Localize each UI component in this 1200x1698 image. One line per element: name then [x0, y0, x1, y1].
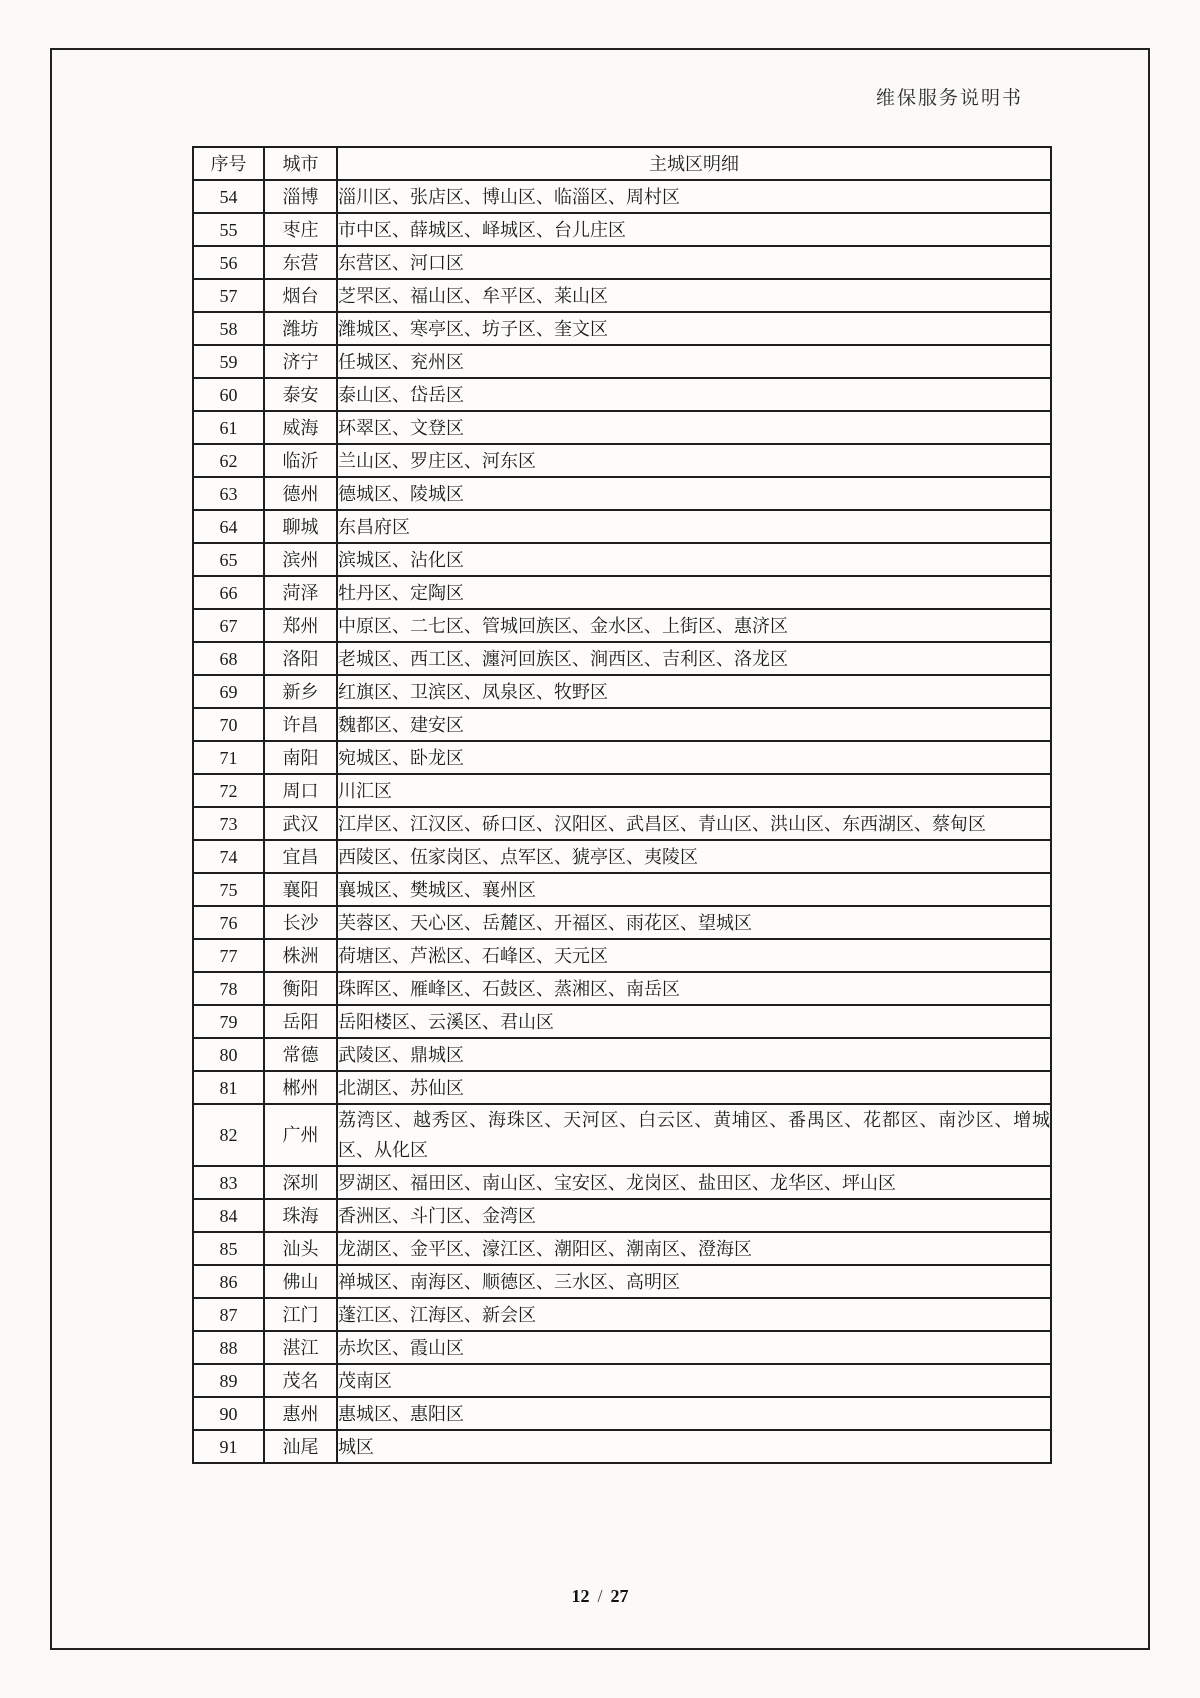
table-row — [193, 939, 1051, 972]
cell-serial-number: 85 — [193, 1232, 264, 1265]
table-row — [193, 279, 1051, 312]
table-row — [193, 741, 1051, 774]
table-row — [193, 1265, 1051, 1298]
cell-serial-number: 55 — [193, 213, 264, 246]
cell-districts-list: 禅城区、南海区、顺德区、三水区、高明区 — [337, 1265, 1051, 1298]
page-number-separator: / — [597, 1586, 603, 1606]
cell-districts-list: 龙湖区、金平区、濠江区、潮阳区、潮南区、澄海区 — [337, 1232, 1051, 1265]
cell-city-name: 滨州 — [264, 543, 337, 576]
cell-serial-number: 64 — [193, 510, 264, 543]
cell-serial-number: 61 — [193, 411, 264, 444]
table-row — [193, 477, 1051, 510]
table-row — [193, 675, 1051, 708]
cell-city-name: 常德 — [264, 1038, 337, 1071]
table-row — [193, 1038, 1051, 1071]
cell-serial-number: 60 — [193, 378, 264, 411]
cell-city-name: 临沂 — [264, 444, 337, 477]
table-row — [193, 411, 1051, 444]
cell-serial-number: 82 — [193, 1104, 264, 1166]
cell-city-name: 广州 — [264, 1104, 337, 1166]
table-row — [193, 840, 1051, 873]
cell-city-name: 南阳 — [264, 741, 337, 774]
cell-districts-list: 环翠区、文登区 — [337, 411, 1051, 444]
cell-serial-number: 76 — [193, 906, 264, 939]
cell-districts-list: 东昌府区 — [337, 510, 1051, 543]
table-row — [193, 1331, 1051, 1364]
cell-serial-number: 78 — [193, 972, 264, 1005]
cell-serial-number: 69 — [193, 675, 264, 708]
cell-serial-number: 62 — [193, 444, 264, 477]
cell-city-name: 江门 — [264, 1298, 337, 1331]
cell-districts-list: 武陵区、鼎城区 — [337, 1038, 1051, 1071]
cell-city-name: 汕尾 — [264, 1430, 337, 1463]
table-row — [193, 708, 1051, 741]
cell-districts-list: 蓬江区、江海区、新会区 — [337, 1298, 1051, 1331]
table-row — [193, 246, 1051, 279]
cell-serial-number: 75 — [193, 873, 264, 906]
cell-districts-list: 北湖区、苏仙区 — [337, 1071, 1051, 1104]
cell-city-name: 周口 — [264, 774, 337, 807]
cell-districts-list: 老城区、西工区、瀍河回族区、涧西区、吉利区、洛龙区 — [337, 642, 1051, 675]
cell-city-name: 宜昌 — [264, 840, 337, 873]
cell-city-name: 烟台 — [264, 279, 337, 312]
cell-districts-list: 中原区、二七区、管城回族区、金水区、上街区、惠济区 — [337, 609, 1051, 642]
cell-districts-list: 东营区、河口区 — [337, 246, 1051, 279]
cell-districts-list: 芝罘区、福山区、牟平区、莱山区 — [337, 279, 1051, 312]
cell-city-name: 珠海 — [264, 1199, 337, 1232]
cell-serial-number: 73 — [193, 807, 264, 840]
cell-serial-number: 70 — [193, 708, 264, 741]
cell-city-name: 长沙 — [264, 906, 337, 939]
cell-city-name: 岳阳 — [264, 1005, 337, 1038]
cell-districts-list: 西陵区、伍家岗区、点军区、猇亭区、夷陵区 — [337, 840, 1051, 873]
cell-districts-list: 宛城区、卧龙区 — [337, 741, 1051, 774]
cell-city-name: 淄博 — [264, 180, 337, 213]
cell-serial-number: 83 — [193, 1166, 264, 1199]
districts-table — [192, 146, 1052, 1464]
cell-city-name: 德州 — [264, 477, 337, 510]
cell-city-name: 汕头 — [264, 1232, 337, 1265]
cell-city-name: 泰安 — [264, 378, 337, 411]
cell-districts-list: 城区 — [337, 1430, 1051, 1463]
cell-districts-list: 潍城区、寒亭区、坊子区、奎文区 — [337, 312, 1051, 345]
table-row — [193, 1298, 1051, 1331]
total-page-count: 27 — [610, 1586, 629, 1606]
cell-serial-number: 58 — [193, 312, 264, 345]
table-row — [193, 378, 1051, 411]
cell-serial-number: 65 — [193, 543, 264, 576]
cell-districts-list: 罗湖区、福田区、南山区、宝安区、龙岗区、盐田区、龙华区、坪山区 — [337, 1166, 1051, 1199]
table-row — [193, 345, 1051, 378]
table-row — [193, 510, 1051, 543]
cell-districts-list: 茂南区 — [337, 1364, 1051, 1397]
cell-serial-number: 57 — [193, 279, 264, 312]
cell-districts-list: 岳阳楼区、云溪区、君山区 — [337, 1005, 1051, 1038]
cell-serial-number: 77 — [193, 939, 264, 972]
cell-districts-list: 香洲区、斗门区、金湾区 — [337, 1199, 1051, 1232]
table-row — [193, 906, 1051, 939]
cell-districts-list: 赤坎区、霞山区 — [337, 1331, 1051, 1364]
cell-serial-number: 74 — [193, 840, 264, 873]
cell-serial-number: 67 — [193, 609, 264, 642]
table-row — [193, 873, 1051, 906]
cell-serial-number: 63 — [193, 477, 264, 510]
page-footer — [0, 1586, 1200, 1607]
cell-city-name: 衡阳 — [264, 972, 337, 1005]
cell-city-name: 威海 — [264, 411, 337, 444]
cell-serial-number: 72 — [193, 774, 264, 807]
cell-districts-list: 滨城区、沾化区 — [337, 543, 1051, 576]
cell-districts-list: 泰山区、岱岳区 — [337, 378, 1051, 411]
cell-districts-list: 江岸区、江汉区、硚口区、汉阳区、武昌区、青山区、洪山区、东西湖区、蔡甸区 — [337, 807, 1051, 840]
cell-city-name: 菏泽 — [264, 576, 337, 609]
cell-districts-list: 兰山区、罗庄区、河东区 — [337, 444, 1051, 477]
cell-serial-number: 68 — [193, 642, 264, 675]
table-row — [193, 213, 1051, 246]
table-row — [193, 1166, 1051, 1199]
cell-districts-list: 襄城区、樊城区、襄州区 — [337, 873, 1051, 906]
cell-districts-list: 红旗区、卫滨区、凤泉区、牧野区 — [337, 675, 1051, 708]
cell-districts-list: 魏都区、建安区 — [337, 708, 1051, 741]
cell-serial-number: 87 — [193, 1298, 264, 1331]
table-row — [193, 1199, 1051, 1232]
table-row — [193, 807, 1051, 840]
column-header-city: 城市 — [264, 147, 337, 180]
cell-serial-number: 71 — [193, 741, 264, 774]
cell-serial-number: 81 — [193, 1071, 264, 1104]
cell-serial-number: 86 — [193, 1265, 264, 1298]
cell-districts-list: 淄川区、张店区、博山区、临淄区、周村区 — [337, 180, 1051, 213]
cell-districts-list: 惠城区、惠阳区 — [337, 1397, 1051, 1430]
table-row — [193, 1430, 1051, 1463]
table-row — [193, 609, 1051, 642]
cell-city-name: 许昌 — [264, 708, 337, 741]
cell-city-name: 济宁 — [264, 345, 337, 378]
cell-serial-number: 79 — [193, 1005, 264, 1038]
cell-serial-number: 90 — [193, 1397, 264, 1430]
cell-districts-list: 川汇区 — [337, 774, 1051, 807]
cell-serial-number: 80 — [193, 1038, 264, 1071]
cell-city-name: 茂名 — [264, 1364, 337, 1397]
table-row — [193, 1104, 1051, 1166]
table-row — [193, 1397, 1051, 1430]
cell-serial-number: 54 — [193, 180, 264, 213]
cell-city-name: 惠州 — [264, 1397, 337, 1430]
table-header-row — [193, 147, 1051, 180]
cell-serial-number: 88 — [193, 1331, 264, 1364]
cell-districts-list: 牡丹区、定陶区 — [337, 576, 1051, 609]
table-row — [193, 642, 1051, 675]
cell-city-name: 佛山 — [264, 1265, 337, 1298]
cell-city-name: 新乡 — [264, 675, 337, 708]
cell-city-name: 洛阳 — [264, 642, 337, 675]
cell-serial-number: 66 — [193, 576, 264, 609]
cell-serial-number: 56 — [193, 246, 264, 279]
table-row — [193, 1232, 1051, 1265]
cell-city-name: 聊城 — [264, 510, 337, 543]
column-header-serial: 序号 — [193, 147, 264, 180]
table-row — [193, 972, 1051, 1005]
table-row — [193, 774, 1051, 807]
cell-districts-list: 德城区、陵城区 — [337, 477, 1051, 510]
cell-districts-list: 芙蓉区、天心区、岳麓区、开福区、雨花区、望城区 — [337, 906, 1051, 939]
cell-districts-list: 任城区、兖州区 — [337, 345, 1051, 378]
cell-city-name: 襄阳 — [264, 873, 337, 906]
cell-city-name: 湛江 — [264, 1331, 337, 1364]
cell-city-name: 株洲 — [264, 939, 337, 972]
cell-city-name: 郑州 — [264, 609, 337, 642]
table-row — [193, 543, 1051, 576]
cell-districts-list: 荷塘区、芦淞区、石峰区、天元区 — [337, 939, 1051, 972]
table-row — [193, 180, 1051, 213]
cell-districts-list: 珠晖区、雁峰区、石鼓区、蒸湘区、南岳区 — [337, 972, 1051, 1005]
cell-serial-number: 91 — [193, 1430, 264, 1463]
cell-districts-list: 荔湾区、越秀区、海珠区、天河区、白云区、黄埔区、番禺区、花都区、南沙区、增城区、从化区 — [337, 1104, 1051, 1166]
table-row — [193, 1071, 1051, 1104]
cell-city-name: 东营 — [264, 246, 337, 279]
table-row — [193, 1364, 1051, 1397]
cell-districts-list: 市中区、薛城区、峄城区、台儿庄区 — [337, 213, 1051, 246]
table-row — [193, 1005, 1051, 1038]
table-row — [193, 444, 1051, 477]
document-title: 维保服务说明书 — [875, 88, 1023, 109]
table-row — [193, 312, 1051, 345]
cell-city-name: 枣庄 — [264, 213, 337, 246]
cell-serial-number: 89 — [193, 1364, 264, 1397]
cell-city-name: 郴州 — [264, 1071, 337, 1104]
table-row — [193, 576, 1051, 609]
cell-city-name: 武汉 — [264, 807, 337, 840]
cell-serial-number: 84 — [193, 1199, 264, 1232]
cell-city-name: 潍坊 — [264, 312, 337, 345]
current-page-number: 12 — [571, 1586, 590, 1606]
cell-city-name: 深圳 — [264, 1166, 337, 1199]
column-header-districts: 主城区明细 — [337, 147, 1051, 180]
cell-serial-number: 59 — [193, 345, 264, 378]
